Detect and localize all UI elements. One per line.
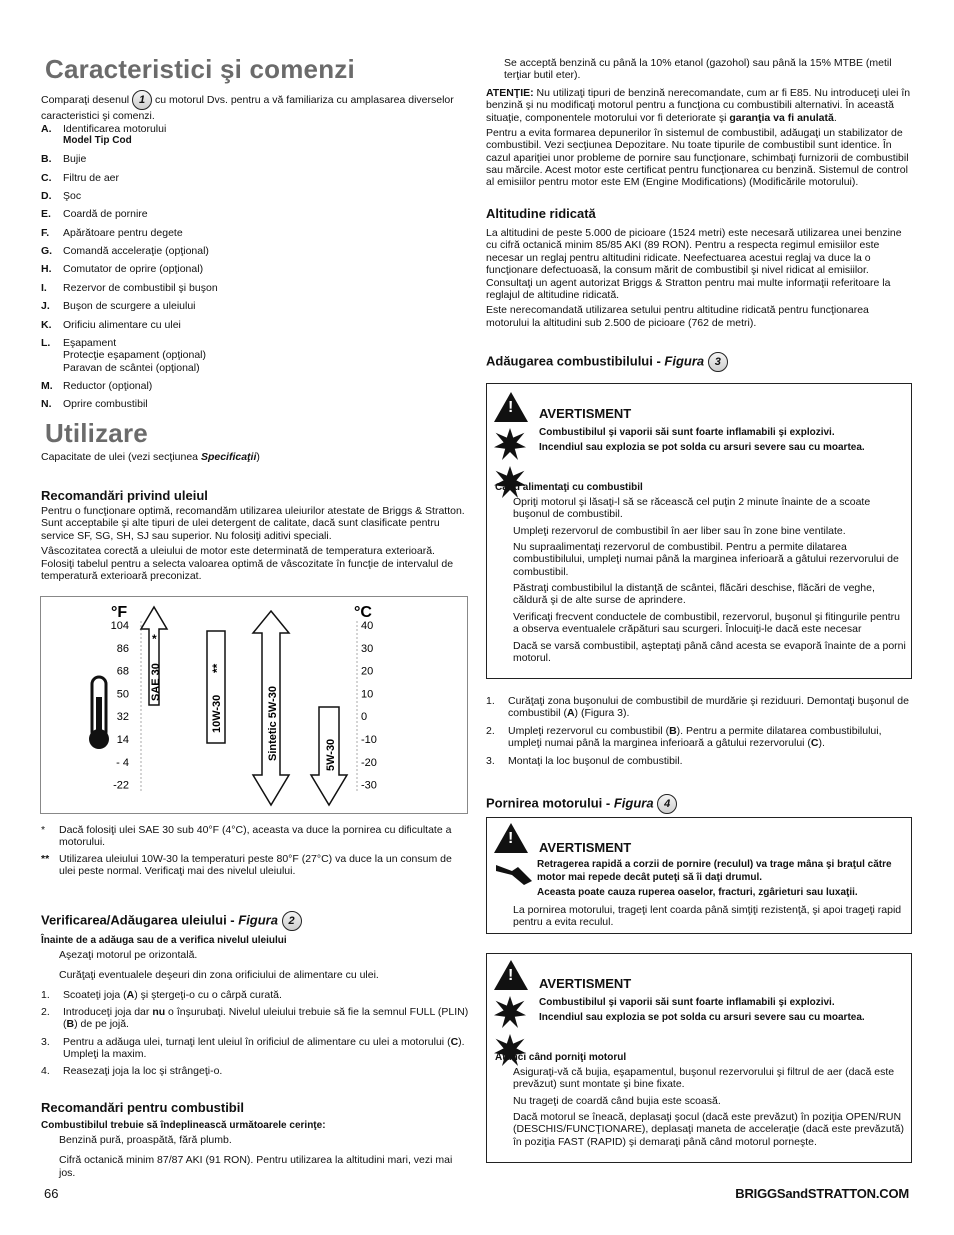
feature-text: [63, 153, 86, 165]
feature-key: I.: [41, 281, 47, 294]
feature-text: [63, 172, 119, 184]
warning-box-fuel: ! AVERTISMENT Combustibilul şi vaporii săi sunt foarte inflamabili şi explozivi. Incendiul sau explozia se pot solda cu arsuri severe sau cu moartea. Când alimentaţi cu combustibil Opriţi motorul şi lăsaţi-l să se răcească cel puţin 2 minute înainte de a scoate buşonul de combustibil. Umpleţi rezervorul de combustibil în aer liber sau în zone bine ventilate. Nu supraalimentaţi rezervorul de combustibil. Pentru a permite dilatarea combustibilului, umpleţi numai până la marginea inferioară a gâtului rezervorului de combustibil. Păstraţi combustibilul la distanţă de scântei, flăcări deschise, flăcări de veghe, căldură şi de alte surse de aprindere. Verificaţi frecvent conductele de combustibil, rezervorul, buşonul şi fitingurile pentru a observa eventualele crăpături sau scurgeri. Înlocuiţi-le dacă este necesar Dacă se varsă combustibil, aşteptaţi până când acesta se evaporă înainte de a porni motorul.: [486, 383, 912, 679]
feature-text: [63, 227, 183, 239]
celsius-tick: 20: [361, 665, 374, 678]
check-oil-heading: Verificarea/Adăugarea uleiului - Figura 2: [41, 911, 302, 931]
celsius-tick: 30: [361, 642, 374, 655]
sae30-label: SAE 30: [150, 663, 162, 701]
oil-heading: Recomandări privind uleiul: [41, 488, 208, 503]
feature-item: [41, 398, 461, 410]
warning-triangle-icon: !: [494, 960, 528, 990]
warning-title: AVERTISMENT: [539, 976, 632, 991]
feature-sub: Model Tip Cod: [63, 135, 132, 147]
step-item: [41, 989, 471, 1001]
step-number: 2.: [486, 724, 495, 737]
feature-text: [63, 380, 152, 392]
5w30-arrow: [311, 707, 347, 805]
synthetic-5w30-arrow: [253, 611, 289, 805]
feature-text: [63, 300, 196, 312]
celsius-tick: 40: [361, 620, 374, 632]
step-item: [486, 725, 912, 750]
start-engine-heading: Pornirea motorului - Figura 4: [486, 794, 677, 814]
feature-text: [63, 319, 181, 331]
feature-item: [41, 263, 461, 275]
fahrenheit-tick: 104: [110, 620, 129, 632]
page-title: Caracteristici şi comenzi: [45, 54, 355, 84]
step-number: 2.: [41, 1005, 50, 1018]
feature-key: J.: [41, 300, 50, 313]
feature-label: Identificarea motorului: [63, 123, 167, 135]
fire-icon: [494, 996, 526, 1028]
feature-item: [41, 380, 461, 392]
celsius-tick: 0: [361, 711, 368, 724]
features-list: [41, 123, 461, 417]
feature-item: [41, 337, 461, 374]
fahrenheit-tick: 14: [116, 734, 129, 746]
feature-key: G.: [41, 245, 53, 258]
feature-text: [63, 337, 206, 374]
10w30-bar: [207, 631, 225, 743]
feature-label: Apărătoare pentru degete: [63, 226, 183, 239]
feature-item: [41, 282, 461, 294]
feature-label: Buşon de scurgere a uleiului: [63, 300, 196, 313]
feature-label: Orificiu alimentare cu ulei: [63, 318, 181, 331]
star-2: **: [210, 663, 224, 673]
step-text: Pentru a adăuga ulei, turnaţi lent uleiul în orificiul de alimentare cu ulei a motorului (C). Umpleţi la maxim.: [63, 1035, 465, 1061]
step-item: [41, 1065, 471, 1077]
step-text: Umpleţi rezervorul cu combustibil (B). Pentru a permite dilatarea combustibilului, umpleţi numai până la marginea inferioară a gâtului rezervorului (C).: [508, 724, 882, 750]
sae30-arrow: [141, 607, 167, 705]
step-item: [486, 755, 912, 767]
fahrenheit-tick: 32: [116, 711, 129, 724]
feature-key: N.: [41, 398, 52, 411]
feature-key: M.: [41, 380, 53, 393]
feature-label: Reductor (opţional): [63, 380, 153, 393]
feature-text: [63, 245, 209, 257]
feature-item: [41, 153, 461, 165]
altitude-heading: Altitudine ridicată: [486, 206, 596, 221]
feature-label: Eşapament: [63, 336, 117, 349]
feature-key: H.: [41, 263, 52, 276]
chart-notes: * Dacă folosiţi ulei SAE 30 sub 40°F (4°C), aceasta va duce la pornirea cu dificultate a motorului. ** Utilizarea uleiului 10W-30 la temperaturi peste 80°F (27°C) va duce la un consum de ulei peste normal. Verificaţi mai des nivelul uleiului.: [41, 824, 452, 878]
recoil-hand-icon: [494, 859, 534, 887]
warning-item: Nu trageţi de coardă când bujia este scoasă.: [513, 1094, 721, 1107]
step-text: Montaţi la loc buşonul de combustibil.: [508, 754, 683, 767]
warning-box-recoil: ! AVERTISMENT Retragerea rapidă a corzii de pornire (reculul) va trage mâna şi braţul către motor mai repede decât puteţi să îi daţi drumul. Aceasta poate cauza ruperea oaselor, fracturi, zgârieturi sau luxaţii. La pornirea motorului, trageţi lent coarda până simţiţi rezistenţă, şi apoi trageţi rapid pentru a evita reculul.: [486, 817, 912, 934]
warning-triangle-icon: !: [494, 392, 528, 422]
f-label: °F: [111, 604, 128, 621]
celsius-tick: -20: [361, 756, 377, 769]
warning-title: AVERTISMENT: [539, 840, 632, 855]
feature-item: [41, 123, 461, 147]
feature-key: C.: [41, 171, 52, 184]
step-text: Introduceţi joja dar nu o înşurubaţi. Nivelul uleiului trebuie să fie la semnul FULL (PLIN) (B) de pe jojă.: [63, 1005, 469, 1031]
step-number: 3.: [41, 1035, 50, 1048]
warning-item: Opriţi motorul şi lăsaţi-l să se răcească cel puţin 2 minute înainte de a scoate buşonul de combustibil.: [513, 495, 871, 521]
fahrenheit-tick: -22: [113, 779, 129, 792]
feature-item: [41, 245, 461, 257]
section-title-utilizare: Utilizare: [45, 418, 148, 448]
fuel-heading: Recomandări pentru combustibil: [41, 1100, 244, 1115]
fahrenheit-tick: 50: [116, 688, 129, 701]
feature-label: Şoc: [63, 189, 82, 202]
step-number: 4.: [41, 1065, 50, 1078]
page-number: 66: [44, 1186, 59, 1201]
feature-label: Comutator de oprire (opţional): [63, 263, 204, 276]
step-number: 1.: [486, 695, 495, 707]
feature-key: L.: [41, 336, 51, 349]
feature-label: Comandă acceleraţie (opţional): [63, 245, 209, 258]
feature-key: K.: [41, 318, 52, 331]
celsius-tick: -30: [361, 779, 377, 792]
celsius-tick: -10: [361, 734, 377, 746]
synthetic-label: Sintetic 5W-30: [267, 686, 279, 761]
step-number: 1.: [41, 988, 50, 1001]
check-oil-block: Înainte de a adăuga sau de a verifica nivelul uleiului Aşezaţi motorul pe orizontală. Curăţaţi eventualele deşeuri din zona orificiului de alimentare cu ulei. 1. Scoateţi joja (A) şi ştergeţi-o cu o cârpă curată. 2. Introduceţi joja dar nu o înşurubaţi. Nivelul uleiului trebuie să fie la semnul FULL (PLIN) (B) de pe jojă. 3. Pentru a adăuga ulei, turnaţi lent uleiul în orificiul de alimentare cu ulei a motorului (C). Umpleţi la maxim. 4. Reasezaţi joja la loc şi strângeţi-o.: [41, 935, 471, 1083]
warning-item: Umpleţi rezervorul de combustibil în aer liber sau în zone bine ventilate.: [513, 524, 846, 537]
step-item: [41, 1006, 471, 1031]
feature-key: E.: [41, 208, 51, 221]
feature-item: [41, 208, 461, 220]
feature-item: [41, 227, 461, 239]
step-number: 3.: [486, 754, 495, 767]
fuel-continued: Se acceptă benzină cu până la 10% etanol (gazohol) sau până la 15% MTBE (metil terţiar butil eter). ATENŢIE: Nu utilizaţi tipuri de benzină nerecomandate, cum ar fi E85. Nu introduceţi ulei în benzină şi nu modificaţi motorul pentru a funcţiona cu combustibili alternativi. În această situaţie, componentele motorului vor fi deteriorate şi garanţia va fi anulată. Pentru a evita formarea depunerilor în sistemul de combustibil, adăugaţi un stabilizator de combustibil. Vezi secţiunea Depozitare. Nu toate tipurile de combustibil sunt identice. În cazul apariţiei unor probleme de pornire sau funcţionare, schimbaţi furnizorii de combustibil sau mărcile. Acest motor este certificat pentru funcţionarea cu benzină. Sistemul de control al emisiilor pentru motor este EM (Engine Modifications) (Modificările motorului).: [486, 57, 911, 189]
oil-viscosity-chart: [40, 596, 468, 814]
step-text: Scoateţi joja (A) şi ştergeţi-o cu o cârpă curată.: [63, 988, 282, 1001]
warning-title: AVERTISMENT: [539, 406, 632, 421]
feature-text: [63, 190, 81, 202]
feature-key: A.: [41, 123, 52, 135]
feature-label: Oprire combustibil: [63, 398, 148, 411]
feature-text: [63, 123, 166, 147]
warning-item: Păstraţi combustibilul la distanţă de scântei, flăcări deschise, flăcări de veghe, căldură şi de alte surse de aprindere.: [513, 582, 875, 607]
warning-item: Dacă se varsă combustibil, aşteptaţi până când acesta se evaporă înainte de a porni motorul.: [513, 639, 906, 664]
5w30-label: 5W-30: [325, 738, 337, 771]
step-text: Reasezaţi joja la loc şi strângeţi-o.: [63, 1065, 223, 1078]
oil-text: Pentru o funcţionare optimă, recomandăm utilizarea uleiurilor atestate de Briggs & Stratton. Sunt acceptabile şi alte tipuri de ulei detergent de calitate, dacă sunt clasificate pentru service SF, SG, SH, SJ sau superior. Nu folosiţi aditivi speciali. Vâscozitatea corectă a uleiului de motor este determinată de temperatura exterioară. Folosiţi tabelul pentru a selecta valoarea optimă de vâscozitate în funcţie de intervalul de temperatură exterioară preconizat.: [41, 505, 465, 582]
altitude-text: La altitudini de peste 5.000 de picioare (1524 metri) este necesară utilizarea unei benzine cu cifră octanică minim 85/85 AKI (89 RON). Pentru a respecta regimul emisiilor este necesar un reglaj pentru altitudini ridicate. Neefectuarea acestui reglaj va duce la o funcţionare defectuoasă, la consum mărit de combustibil şi nivel ridicat al emisiilor. Consultaţi un agent autorizat Briggs & Stratton pentru mai multe informaţii referitoare la reglajul de altitudine ridicată. Este nerecomandată utilizarea setului pentru altitudine ridicată pentru funcţionarea motorului la altitudini sub 2.500 de picioare (762 de metri).: [486, 227, 902, 329]
feature-label: Bujie: [63, 153, 87, 166]
feature-item: [41, 319, 461, 331]
step-text: Curăţaţi zona buşonului de combustibil de murdărie şi reziduuri. Demontaţi buşonul de combustibil (A) (Figura 3).: [508, 695, 909, 720]
feature-label: Filtru de aer: [63, 171, 120, 184]
warning-item: Asiguraţi-vă că bujia, eşapamentul, buşonul rezervorului şi filtrul de aer (dacă este prevăzut) sunt montate şi bine fixate.: [513, 1065, 895, 1091]
figure-3-badge: 3: [708, 352, 728, 372]
feature-text: [63, 208, 148, 220]
oil-capacity: Capacitate de ulei (vezi secţiunea Specificaţii): [41, 451, 260, 463]
warning-item: Verificaţi frecvent conductele de combustibil, rezervorul, buşonul şi fitingurile pentru a observa eventualele crăpături sau scurgeri. Înlocuiţi-le dacă este necesar: [513, 610, 900, 636]
add-fuel-steps: [486, 695, 912, 772]
fire-icon: [494, 428, 526, 460]
feature-item: [41, 300, 461, 312]
step-item: [41, 1036, 471, 1061]
warning-triangle-icon: !: [494, 823, 528, 853]
c-label: °C: [354, 604, 372, 621]
figure-4-badge: 4: [657, 794, 677, 814]
fahrenheit-tick: 86: [116, 642, 129, 655]
warning-box-start: ! AVERTISMENT Combustibilul şi vaporii săi sunt foarte inflamabili şi explozivi. Incendiul sau explozia se pot solda cu arsuri severe sau cu moartea. Atunci când porniţi motorul Asiguraţi-vă că bujia, eşapamentul, buşonul rezervorului şi filtrul de aer (dacă este prevăzut) sunt montate şi bine fixate. Nu trageţi de coardă când bujia este scoasă. Dacă motorul se îneacă, deplasaţi şocul (dacă este prevăzut) în poziţia OPEN/RUN (DESCHIS/FUNCŢIONARE), deplasaţi maneta de acceleraţie (dacă este prevăzută) în poziţia FAST (RAPID) şi demaraţi până când motorul porneşte.: [486, 953, 912, 1163]
brand-url: BRIGGSandSTRATTON.COM: [735, 1186, 909, 1201]
feature-key: B.: [41, 153, 52, 166]
feature-label: Coardă de pornire: [63, 208, 148, 221]
thermometer-icon: [89, 677, 109, 749]
feature-key: F.: [41, 226, 50, 239]
feature-key: D.: [41, 189, 52, 202]
intro: Comparaţi desenul 1 cu motorul Dvs. pentru a vă familiariza cu amplasarea diverselor caracteristici şi comenzi.: [41, 90, 461, 122]
feature-text: [63, 398, 148, 410]
fahrenheit-tick: 68: [116, 665, 129, 678]
fuel-block: Combustibilul trebuie să îndeplinească următoarele cerinţe: Benzină pură, proaspătă, fără plumb. Cifră octanică minim 87/87 AKI (91 RON). Pentru utilizarea la altitudini mari, vezi mai jos.: [41, 1120, 453, 1179]
warning-item: Dacă motorul se îneacă, deplasaţi şocul (dacă este prevăzut) în poziţia OPEN/RUN (DESCHIS/FUNCŢIONARE), deplasaţi maneta de acceleraţie (dacă este prevăzută) în poziţia FAST (RAPID) şi demaraţi până când motorul porneşte.: [513, 1110, 904, 1148]
step-item: [486, 695, 912, 720]
feature-item: [41, 172, 461, 184]
fahrenheit-tick: - 4: [116, 756, 129, 769]
feature-item: [41, 190, 461, 202]
figure-2-badge: 2: [282, 911, 302, 931]
feature-line: Protecţie eşapament (opţional): [63, 349, 206, 362]
warning-item: Nu supraalimentaţi rezervorul de combustibil. Pentru a permite dilatarea combustibilului, umpleţi numai până la marginea inferioară a gâtului rezervorului de combustibil.: [513, 540, 899, 578]
feature-text: [63, 263, 203, 275]
10w30-label: 10W-30: [211, 694, 223, 733]
feature-label: Rezervor de combustibil şi buşon: [63, 281, 218, 294]
celsius-tick: 10: [361, 688, 374, 701]
feature-text: [63, 282, 218, 294]
viscosity-svg: [41, 597, 467, 813]
feature-line: Paravan de scântei (opţional): [63, 361, 200, 374]
add-fuel-heading: Adăugarea combustibilului - Figura 3: [486, 352, 728, 372]
star-1: *: [152, 632, 157, 646]
figure-1-badge: 1: [132, 90, 152, 110]
